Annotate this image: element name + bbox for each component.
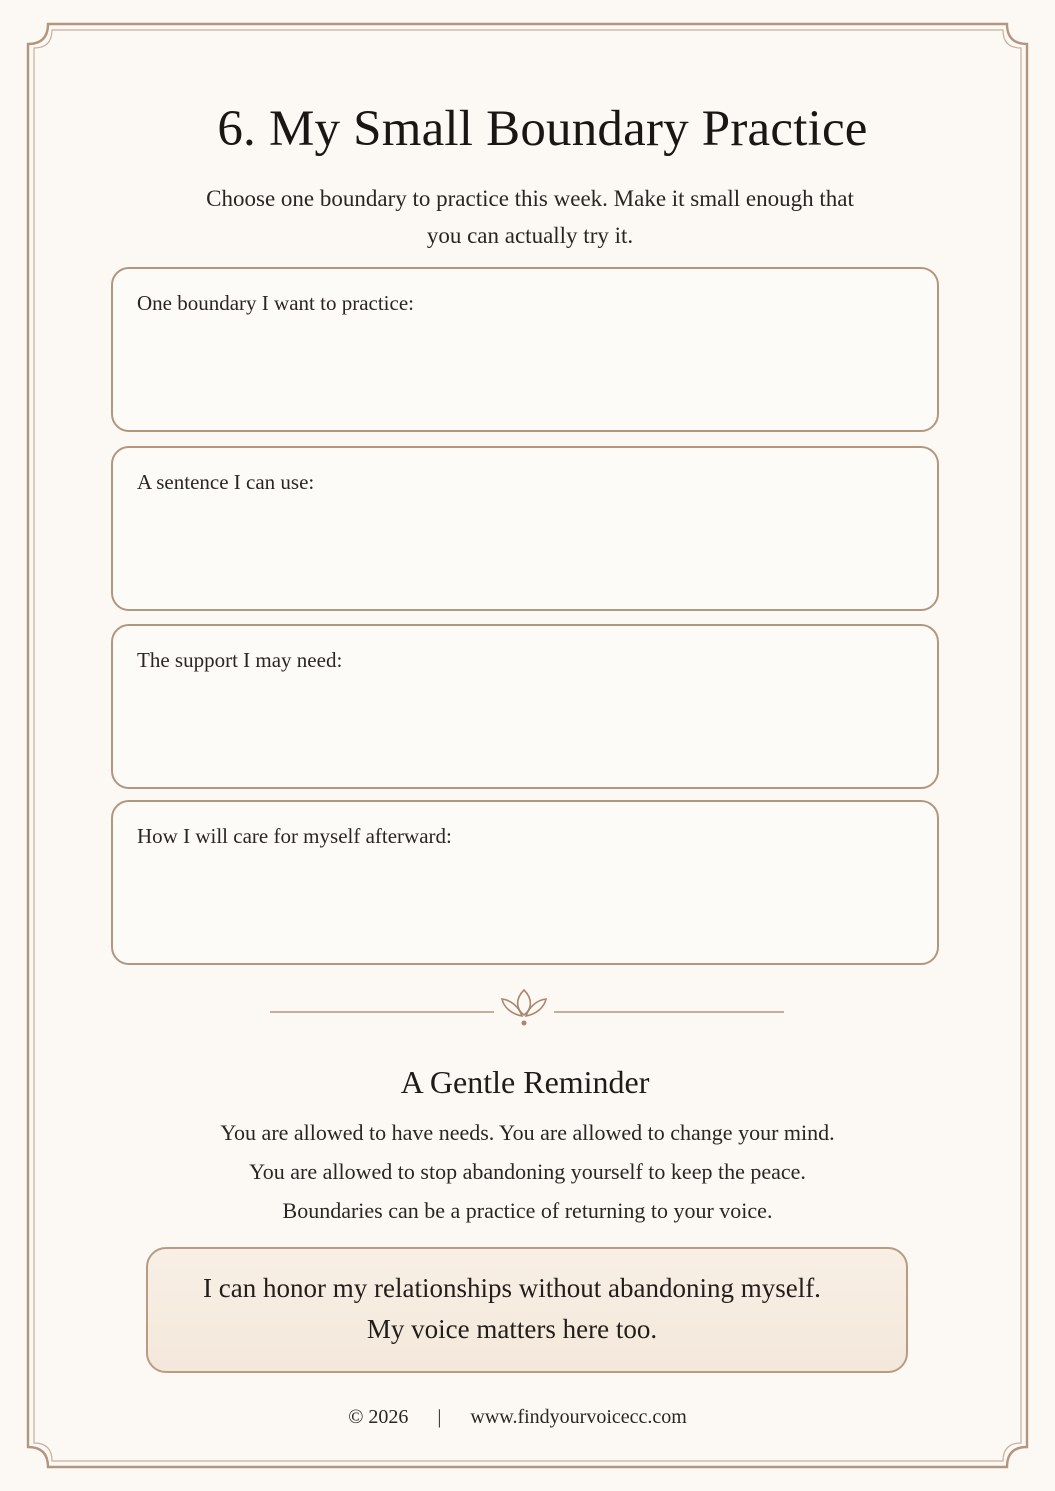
page-footer (0, 1406, 1035, 1429)
instructions-line-2: you can actually try it. (426, 223, 634, 248)
leaf-sprig-icon (502, 990, 546, 1026)
prompt-label-self-care: How I will care for myself afterward: (137, 824, 452, 848)
prompt-label-support: The support I may need: (137, 648, 343, 672)
ornamental-divider (268, 985, 786, 1035)
affirmation-line-1: I can honor my relationships without abandoning myself. (203, 1273, 821, 1303)
reminder-text (0, 1113, 1055, 1230)
prompt-label-sentence: A sentence I can use: (137, 470, 315, 494)
prompt-answer-self-care[interactable] (137, 862, 913, 945)
prompt-box-boundary (111, 267, 939, 432)
prompt-label-boundary: One boundary I want to practice: (137, 291, 414, 315)
page-instructions (170, 180, 890, 254)
prompt-box-sentence (111, 446, 939, 611)
footer-separator: | (437, 1406, 442, 1428)
affirmation-line-2: My voice matters here too. (366, 1314, 658, 1344)
prompt-answer-boundary[interactable] (137, 329, 913, 412)
website-link[interactable]: www.findyourvoicecc.com (470, 1406, 687, 1428)
prompt-answer-sentence[interactable] (137, 508, 913, 591)
affirmation-box (146, 1247, 908, 1373)
reminder-line-1: You are allowed to have needs. You are allowed to change your mind. (220, 1120, 835, 1145)
page-title: 6. My Small Boundary Practice (217, 101, 868, 157)
prompt-box-self-care (111, 800, 939, 965)
copyright-text: © 2026 (348, 1406, 409, 1428)
reminder-line-3: Boundaries can be a practice of returning to your voice. (282, 1198, 773, 1223)
reminder-title: A Gentle Reminder (400, 1064, 650, 1100)
instructions-line-1: Choose one boundary to practice this week. Make it small enough that (206, 186, 854, 211)
prompt-answer-support[interactable] (137, 686, 913, 769)
reminder-line-2: You are allowed to stop abandoning yourself to keep the peace. (249, 1159, 806, 1184)
prompt-box-support (111, 624, 939, 789)
